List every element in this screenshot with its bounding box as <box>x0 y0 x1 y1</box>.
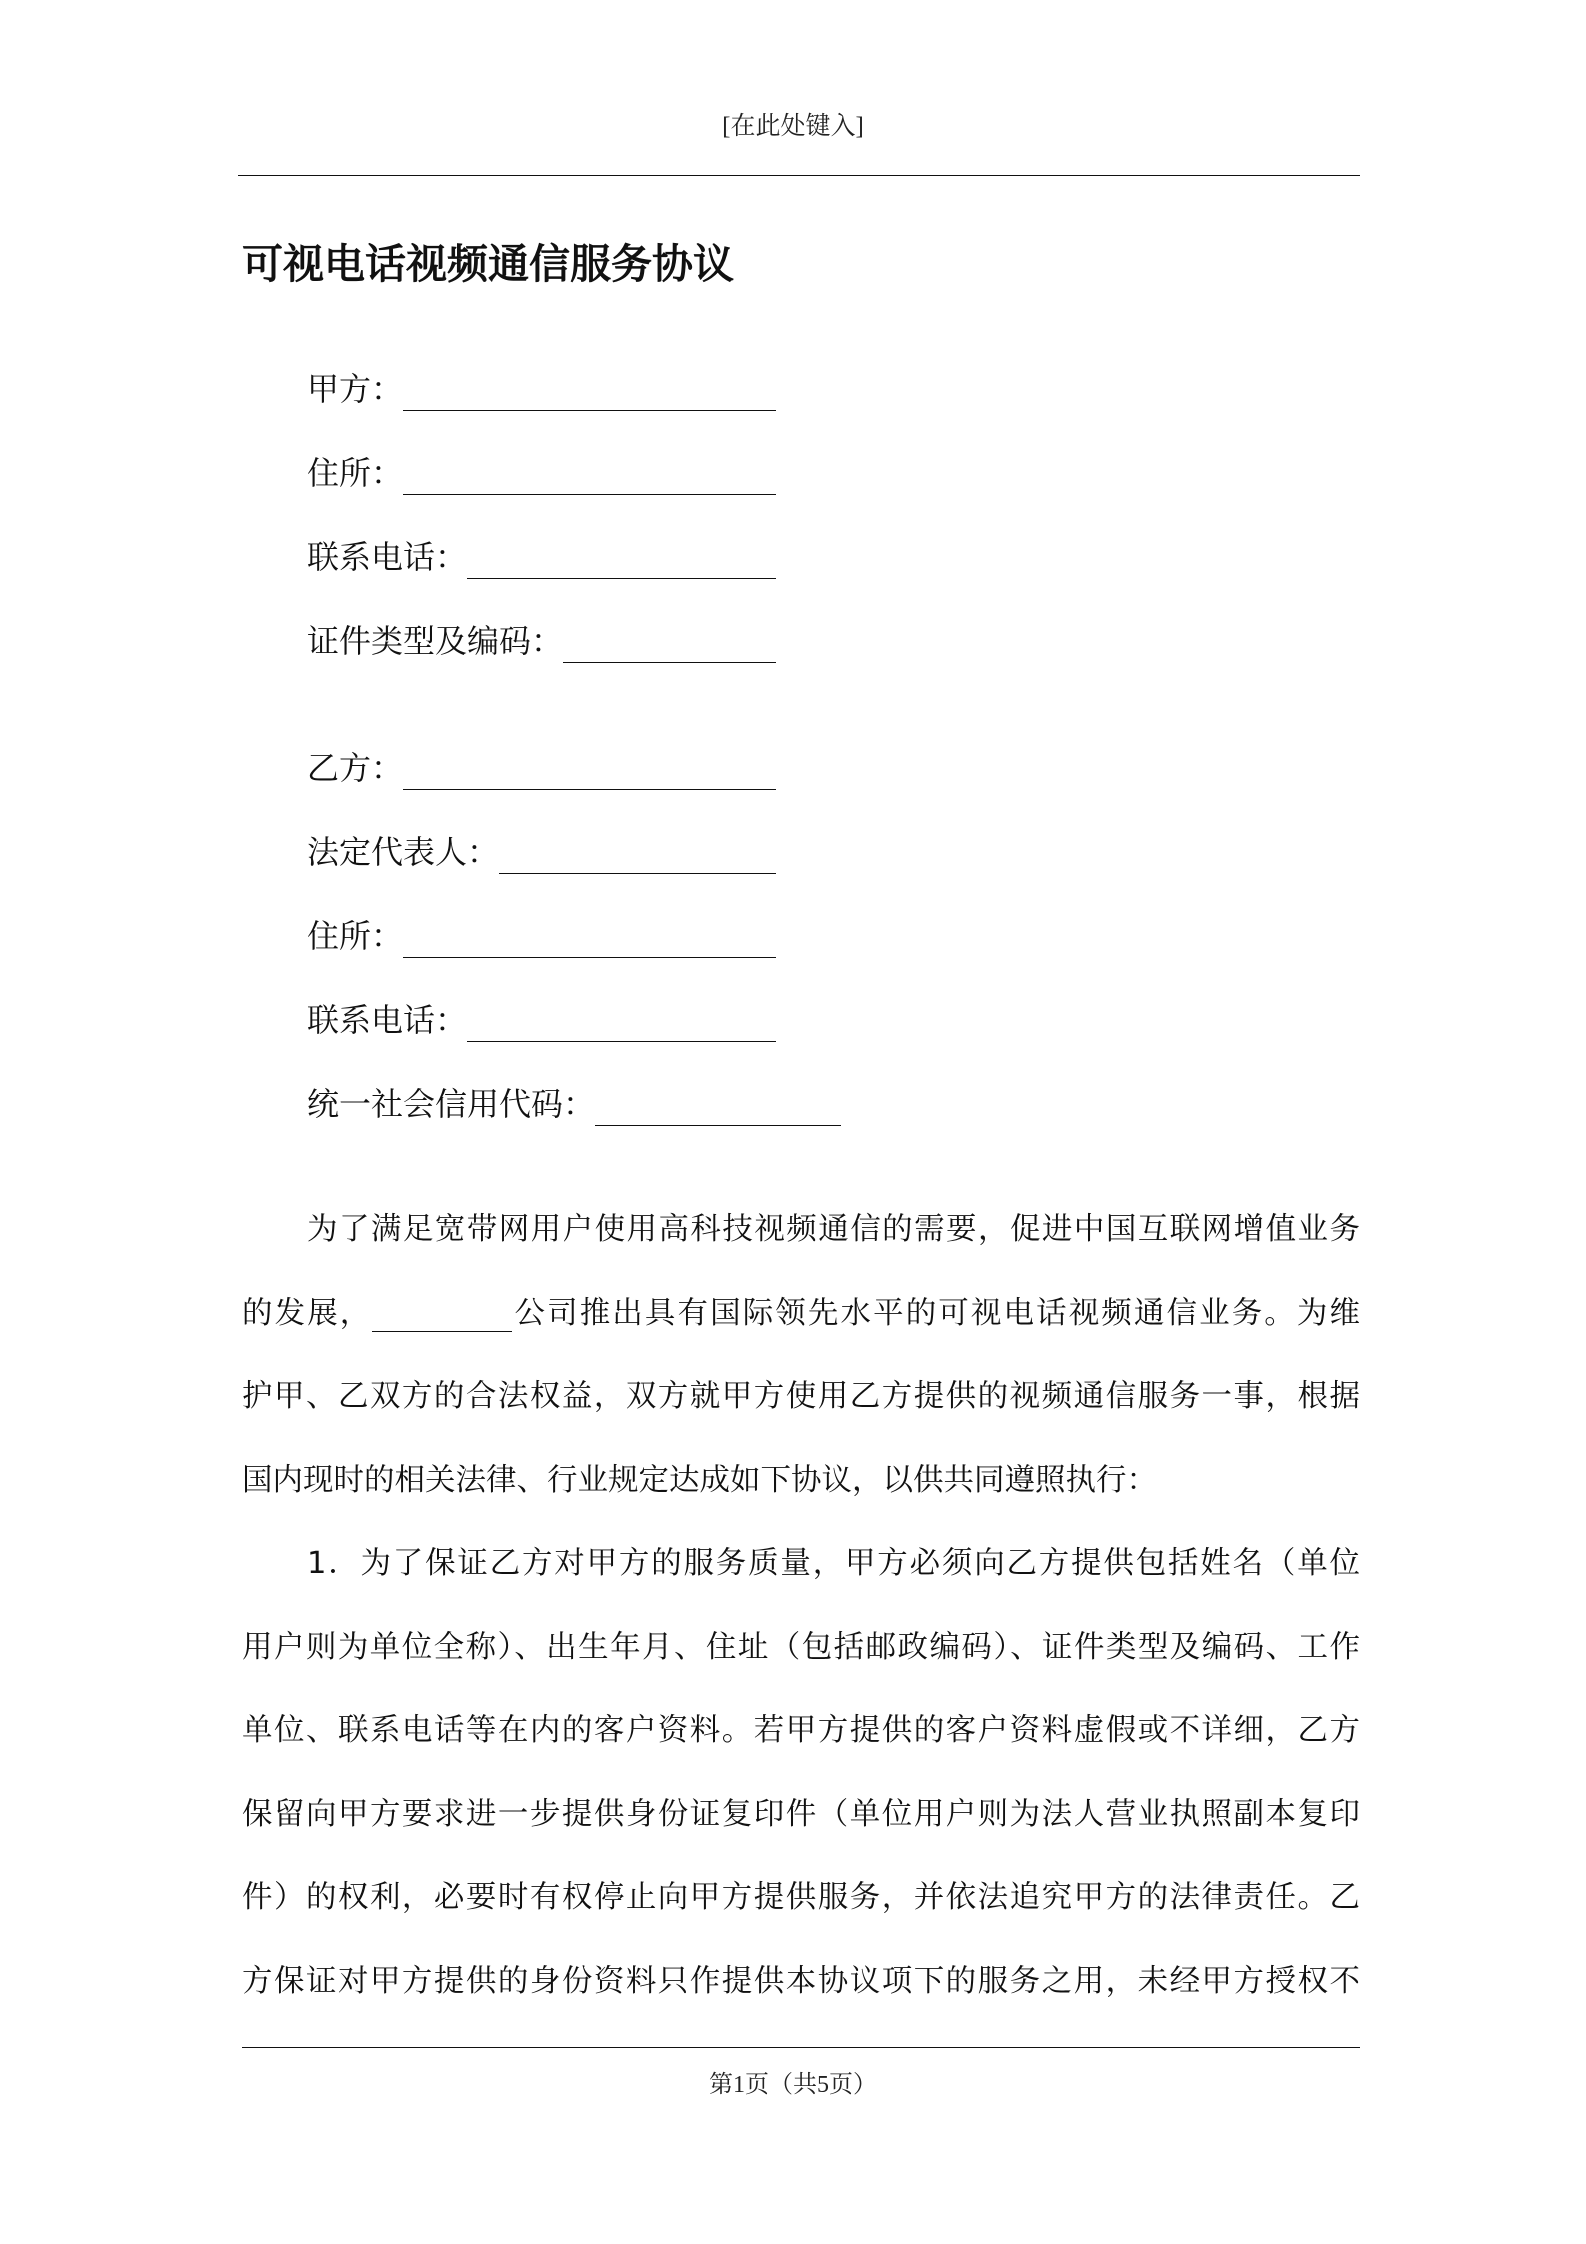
party-b-name-field <box>307 746 776 790</box>
header-placeholder: [在此处键入] <box>722 113 864 140</box>
document-title: 可视电话视频通信服务协议 <box>242 240 734 288</box>
text-line: 国内现时的相关法律、行业规定达成如下协议，以供共同遵照执行： <box>242 1462 1157 1498</box>
text-line: 1．为了保证乙方对甲方的服务质量，甲方必须向乙方提供包括姓名（单位 <box>307 1546 1360 1581</box>
party-a-id-type-number-field <box>307 619 776 663</box>
header-rule <box>238 175 1360 176</box>
field-label: 甲方： <box>307 370 404 408</box>
field-blank-line <box>403 746 776 790</box>
party-a-address-field <box>307 451 776 495</box>
field-blank-line <box>403 367 776 411</box>
field-blank-line <box>595 1082 841 1126</box>
text-line: 用户则为单位全称）、出生年月、住址（包括邮政编码）、证件类型及编码、工作 <box>242 1629 1360 1665</box>
party-b-info <box>307 746 841 1166</box>
field-blank-line <box>403 914 776 958</box>
field-label: 联系电话： <box>307 1001 468 1039</box>
field-label: 统一社会信用代码： <box>307 1085 596 1123</box>
text-line: 保留向甲方要求进一步提供身份证复印件（单位用户则为法人营业执照副本复印 <box>242 1796 1360 1832</box>
preamble-paragraph <box>242 1188 1360 1522</box>
party-b-credit-code-field <box>307 1082 841 1126</box>
field-blank-line <box>467 998 776 1042</box>
clause-1-paragraph <box>242 1522 1360 2023</box>
field-blank-line <box>563 619 776 663</box>
agreement-body <box>242 1188 1360 2023</box>
field-label: 乙方： <box>307 749 404 787</box>
party-b-phone-field <box>307 998 776 1042</box>
text-line: 件）的权利，必要时有权停止向甲方提供服务，并依法追究甲方的法律责任。乙 <box>242 1880 1360 1915</box>
field-blank-line <box>499 830 776 874</box>
party-a-phone-field <box>307 535 776 579</box>
page-number: 第1页（共5页） <box>709 2072 877 2098</box>
text-segment: 公司推出具有国际领先水平的可视电话视频通信业务。为维 <box>512 1295 1361 1331</box>
text-segment: 的发展， <box>242 1295 373 1331</box>
text-line: 为了满足宽带网用户使用高科技视频通信的需要，促进中国互联网增值业务 <box>307 1212 1360 1247</box>
field-label: 联系电话： <box>307 538 468 576</box>
company-name-blank <box>372 1330 512 1332</box>
field-label: 住所： <box>307 454 404 492</box>
text-line <box>242 1272 1360 1356</box>
footer-rule <box>242 2047 1360 2048</box>
field-label: 法定代表人： <box>307 833 500 871</box>
party-a-name-field <box>307 367 776 411</box>
party-b-address-field <box>307 914 776 958</box>
field-blank-line <box>403 451 776 495</box>
field-label: 证件类型及编码： <box>307 622 564 660</box>
text-line: 方保证对甲方提供的身份资料只作提供本协议项下的服务之用，未经甲方授权不 <box>242 1963 1360 1999</box>
text-line: 护甲、乙双方的合法权益，双方就甲方使用乙方提供的视频通信服务一事，根据 <box>242 1379 1360 1414</box>
field-blank-line <box>467 535 776 579</box>
party-a-info <box>307 367 776 703</box>
text-line: 单位、联系电话等在内的客户资料。若甲方提供的客户资料虚假或不详细，乙方 <box>242 1713 1360 1748</box>
field-label: 住所： <box>307 917 404 955</box>
party-b-legal-representative-field <box>307 830 776 874</box>
